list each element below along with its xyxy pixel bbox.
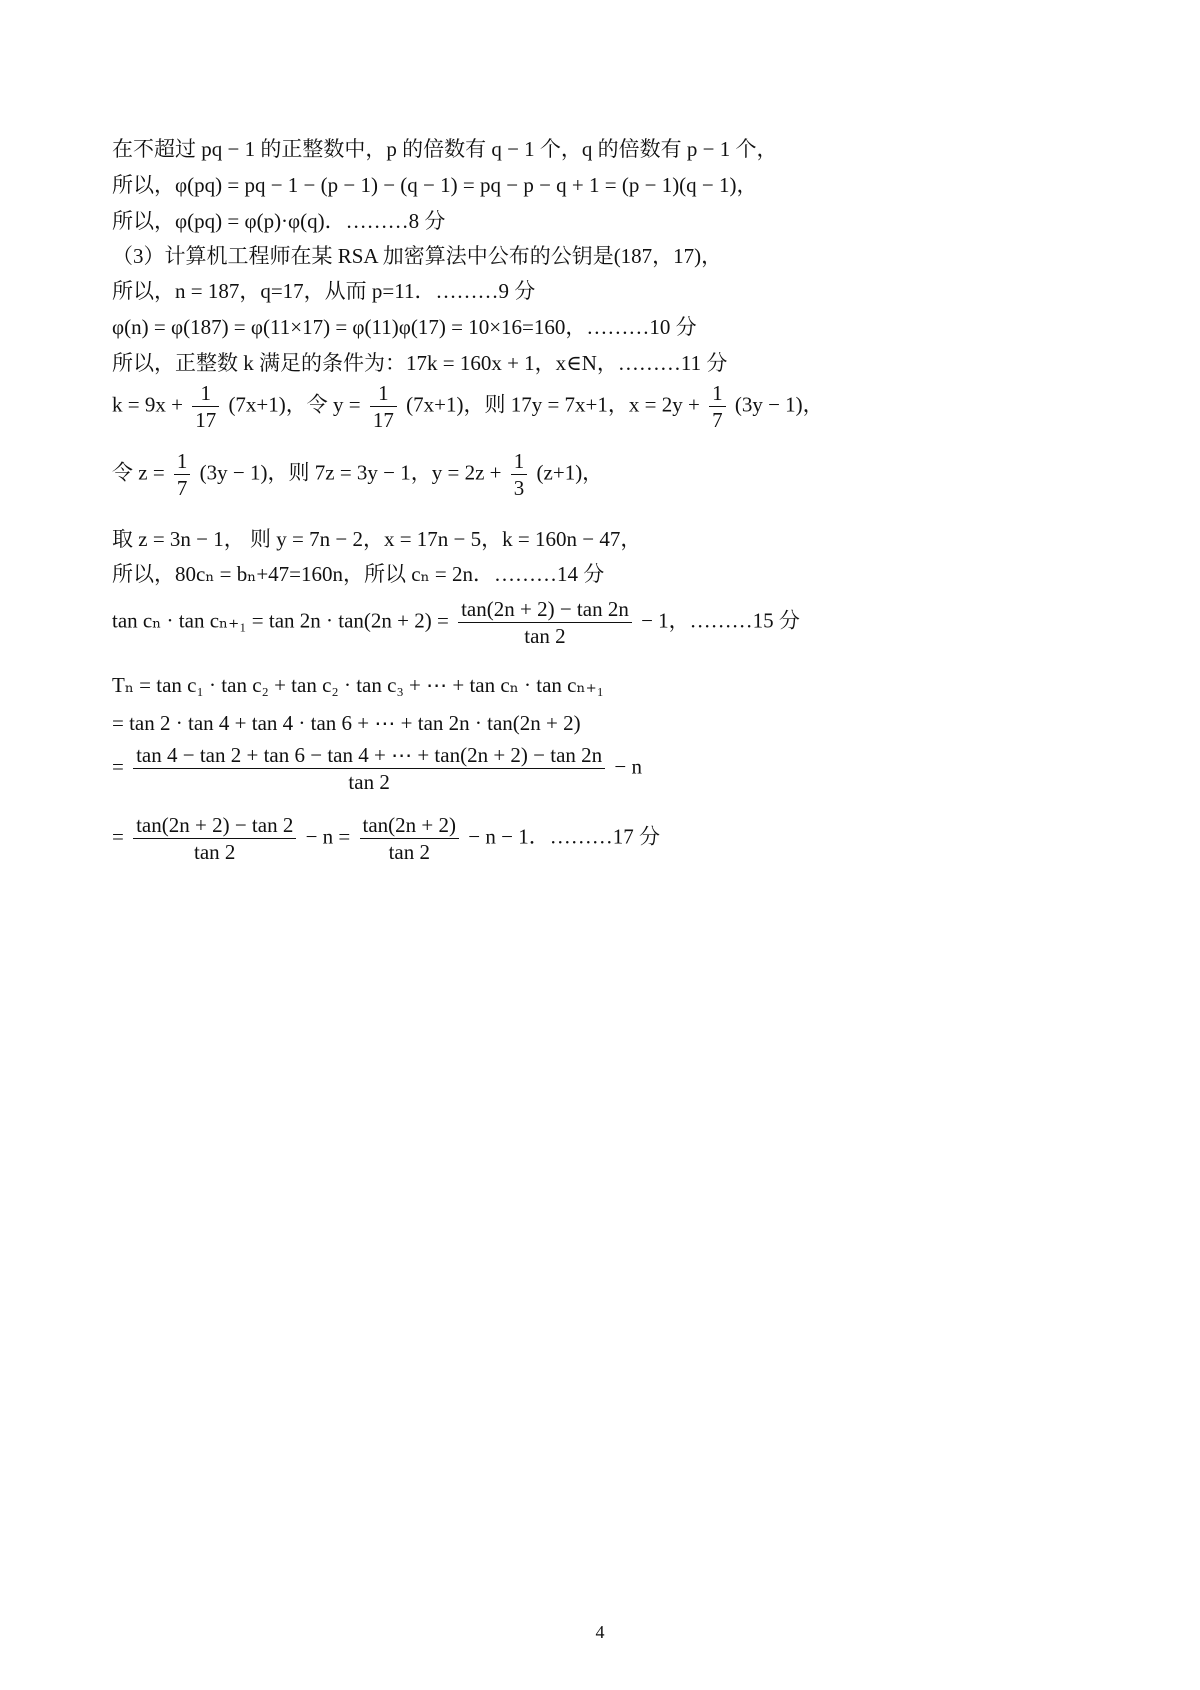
fraction-1-17-b [370, 380, 397, 433]
fraction-telescope [133, 742, 605, 795]
fraction-tan-difference [458, 596, 632, 649]
equation-final-part-a: = [112, 824, 124, 849]
fraction-denominator: 3 [513, 476, 525, 500]
fraction-1-17-a [192, 380, 219, 433]
text-line-5: 所以，n = 187，q=17，从而 p=11．………9 分 [112, 279, 536, 303]
text-line-take: 取 z = 3n − 1， 则 y = 7n − 2，x = 17n − 5，k = 160n − 47， [112, 527, 642, 551]
fraction-final-b [360, 812, 460, 865]
equation-k [112, 380, 824, 433]
fraction-numerator: tan(2n + 2) [360, 812, 460, 839]
equation-telescope-part-a: = [112, 754, 124, 779]
fraction-numerator: 1 [370, 380, 397, 407]
fraction-denominator: tan 2 [524, 624, 566, 648]
equation-telescope [112, 742, 642, 795]
fraction-denominator: 7 [712, 408, 723, 432]
equation-final [112, 812, 660, 865]
text-line-2: 所以，φ(pq) = pq − 1 − (p − 1) − (q − 1) = pq − p − q + 1 = (p − 1)(q − 1)， [112, 173, 758, 197]
page-number: 4 [595, 1622, 605, 1642]
text-line-cn: 所以，80cₙ = bₙ+47=160n，所以 cₙ = 2n．………14 分 [112, 562, 605, 586]
equation-z-part-a: 令 z = [112, 460, 165, 485]
text-line-3: 所以，φ(pq) = φ(p)·φ(q)．………8 分 [112, 209, 446, 233]
equation-z [112, 448, 603, 501]
fraction-numerator: 1 [192, 380, 219, 407]
equation-k-part-d: (3y − 1)， [734, 392, 824, 417]
equation-z-part-b: (3y − 1)，则 7z = 3y − 1，y = 2z + [199, 460, 502, 485]
text-line-4: （3）计算机工程师在某 RSA 加密算法中公布的公钥是(187，17)， [112, 244, 723, 268]
equation-z-part-c: (z+1)， [536, 460, 604, 485]
fraction-numerator: tan(2n + 2) − tan 2n [458, 596, 632, 623]
equation-k-part-a: k = 9x + [112, 392, 183, 417]
fraction-denominator: tan 2 [348, 770, 390, 794]
fraction-numerator: 1 [511, 448, 528, 475]
equation-tan-part-a: tan cₙ · tan cₙ₊₁ = tan 2n · tan(2n + 2) = [112, 608, 449, 633]
text-line-1: 在不超过 pq − 1 的正整数中，p 的倍数有 q − 1 个，q 的倍数有 p − 1 个， [112, 137, 778, 161]
text-line-7: 所以，正整数 k 满足的条件为：17k = 160x + 1，x∈N，………11 分 [112, 351, 728, 375]
fraction-numerator: tan(2n + 2) − tan 2 [133, 812, 296, 839]
fraction-numerator: 1 [709, 380, 726, 407]
text-line-6: φ(n) = φ(187) = φ(11×17) = φ(11)φ(17) = 10×16=160，………10 分 [112, 315, 697, 339]
equation-final-part-c: − n − 1．………17 分 [468, 824, 660, 849]
equation-tan-part-b: − 1，………15 分 [641, 608, 800, 633]
equation-final-part-b: − n = [305, 824, 351, 849]
fraction-denominator: tan 2 [194, 840, 236, 864]
fraction-1-7 [709, 380, 726, 433]
fraction-denominator: 17 [195, 408, 217, 432]
fraction-1-7-z [174, 448, 191, 501]
fraction-denominator: tan 2 [388, 840, 430, 864]
fraction-denominator: 17 [372, 408, 394, 432]
fraction-denominator: 7 [176, 476, 188, 500]
equation-tan [112, 596, 800, 649]
equation-telescope-part-b: − n [614, 754, 643, 779]
equation-k-part-c: (7x+1)，则 17y = 7x+1，x = 2y + [406, 392, 700, 417]
equation-k-part-b: (7x+1)，令 y = [228, 392, 361, 417]
fraction-1-3 [511, 448, 528, 501]
fraction-final-a [133, 812, 296, 865]
fraction-numerator: 1 [174, 448, 191, 475]
text-line-Tn: Tₙ = tan c₁ · tan c₂ + tan c₂ · tan c₃ + ⋯ + tan cₙ · tan cₙ₊₁ [112, 673, 604, 697]
text-line-sum: = tan 2 · tan 4 + tan 4 · tan 6 + ⋯ + tan 2n · tan(2n + 2) [112, 711, 581, 735]
fraction-numerator: tan 4 − tan 2 + tan 6 − tan 4 + ⋯ + tan(2n + 2) − tan 2n [133, 742, 605, 769]
